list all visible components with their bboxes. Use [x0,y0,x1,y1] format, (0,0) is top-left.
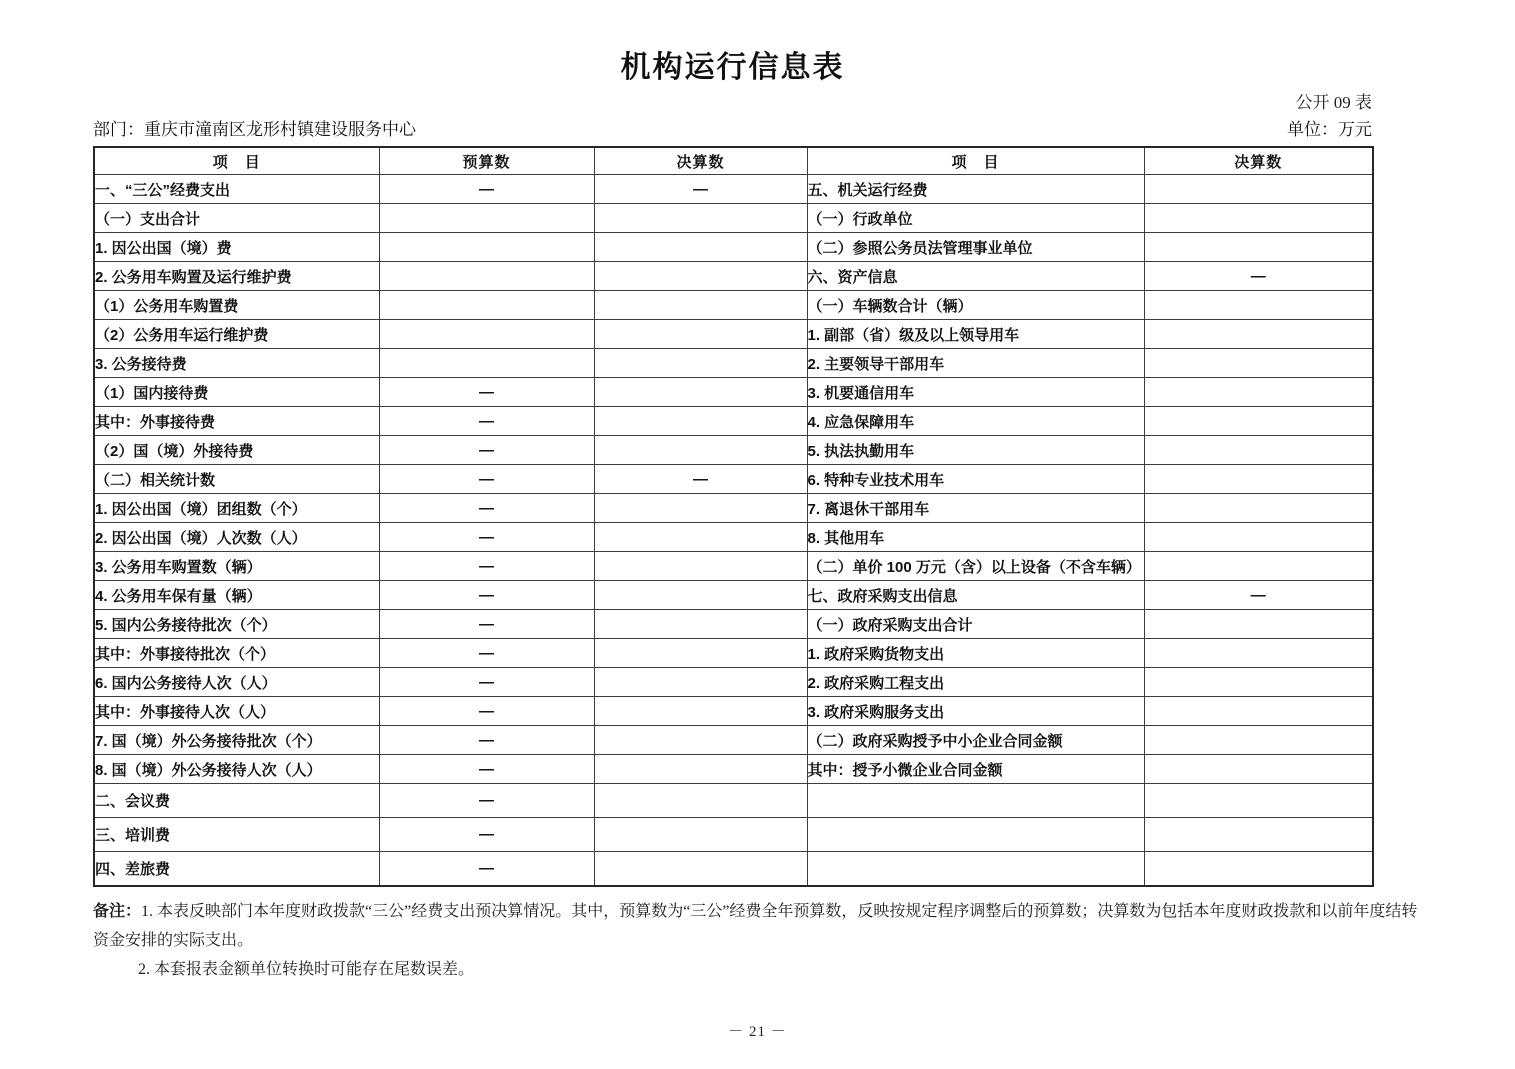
budget-value-cell: — [379,494,594,523]
budget-value-cell: — [379,523,594,552]
item-cell-right: 4. 应急保障用车 [807,407,1144,436]
table-row [94,204,1373,233]
final-value-cell-left: — [594,175,807,204]
notes-label: 备注： [93,903,142,920]
note-text-1: 1. 本表反映部门本年度财政拨款“三公”经费支出预决算情况。其中，预算数为“三公”经费全年预算数，反映按规定程序调整后的预算数；决算数为包括本年度财政拨款和以前年度结转 [141,903,1418,920]
table-row [94,784,1373,818]
item-cell-left: 1. 因公出国（境）团组数（个） [94,494,379,523]
final-value-cell-right [1144,349,1373,378]
final-value-cell-left [594,494,807,523]
item-cell-left: 一、“三公”经费支出 [94,175,379,204]
final-value-cell-left [594,639,807,668]
item-cell-right: 2. 政府采购工程支出 [807,668,1144,697]
table-row [94,697,1373,726]
budget-value-cell: — [379,818,594,852]
budget-value-cell: — [379,465,594,494]
page-title: 机构运行信息表 [620,51,845,84]
budget-value-cell: — [379,852,594,887]
item-cell-right: （一）车辆数合计（辆） [807,291,1144,320]
col-header-final-right: 决算数 [1144,147,1373,175]
budget-value-cell: — [379,610,594,639]
final-value-cell-left [594,581,807,610]
final-value-cell-left [594,784,807,818]
table-row [94,320,1373,349]
item-cell-right: 6. 特种专业技术用车 [807,465,1144,494]
item-cell-left: （1）公务用车购置费 [94,291,379,320]
note-line-1 [93,897,1418,926]
item-cell-right [807,784,1144,818]
final-value-cell-left [594,320,807,349]
table-row [94,852,1373,887]
item-cell-right: 六、资产信息 [807,262,1144,291]
final-value-cell-right [1144,668,1373,697]
budget-value-cell [379,291,594,320]
item-cell-left: 7. 国（境）外公务接待批次（个） [94,726,379,755]
budget-value-cell: — [379,552,594,581]
table-row [94,755,1373,784]
budget-value-cell [379,204,594,233]
item-cell-left: （1）国内接待费 [94,378,379,407]
final-value-cell-left [594,852,807,887]
unit-label: 单位：万元 [1287,120,1372,139]
table-row [94,233,1373,262]
final-value-cell-left [594,726,807,755]
item-cell-left: 二、会议费 [94,784,379,818]
item-cell-left: 8. 国（境）外公务接待人次（人） [94,755,379,784]
item-cell-left: （一）支出合计 [94,204,379,233]
item-cell-right [807,818,1144,852]
table-row [94,610,1373,639]
item-cell-left: 2. 因公出国（境）人次数（人） [94,523,379,552]
final-value-cell-left [594,407,807,436]
final-value-cell-right [1144,233,1373,262]
final-value-cell-left [594,668,807,697]
notes-block [93,897,1418,984]
final-value-cell-right [1144,175,1373,204]
table-row [94,436,1373,465]
table-row [94,349,1373,378]
budget-value-cell: — [379,784,594,818]
item-cell-right: 七、政府采购支出信息 [807,581,1144,610]
item-cell-left: 4. 公务用车保有量（辆） [94,581,379,610]
final-value-cell-left [594,436,807,465]
final-value-cell-left [594,552,807,581]
budget-value-cell: — [379,407,594,436]
item-cell-right: （二）政府采购授予中小企业合同金额 [807,726,1144,755]
budget-value-cell [379,262,594,291]
final-value-cell-left [594,378,807,407]
final-value-cell-right [1144,784,1373,818]
table-code: 公开 09 表 [1295,93,1372,112]
item-cell-left: （2）公务用车运行维护费 [94,320,379,349]
item-cell-left: （2）国（境）外接待费 [94,436,379,465]
final-value-cell-right [1144,852,1373,887]
table-row [94,639,1373,668]
final-value-cell-left: — [594,465,807,494]
table-body [94,175,1373,887]
table-row [94,175,1373,204]
final-value-cell-right [1144,465,1373,494]
item-cell-left: 四、差旅费 [94,852,379,887]
item-cell-right: 3. 政府采购服务支出 [807,697,1144,726]
item-cell-right [807,852,1144,887]
item-cell-right: 8. 其他用车 [807,523,1144,552]
final-value-cell-right [1144,436,1373,465]
final-value-cell-right [1144,552,1373,581]
final-value-cell-left [594,204,807,233]
final-value-cell-right [1144,755,1373,784]
budget-value-cell: — [379,726,594,755]
final-value-cell-right [1144,407,1373,436]
item-cell-right: 五、机关运行经费 [807,175,1144,204]
table-row [94,668,1373,697]
final-value-cell-right [1144,697,1373,726]
final-value-cell-right [1144,818,1373,852]
department-label: 部门：重庆市潼南区龙形村镇建设服务中心 [93,120,416,139]
table-row [94,818,1373,852]
item-cell-left: 6. 国内公务接待人次（人） [94,668,379,697]
table-row [94,552,1373,581]
item-cell-right: 1. 副部（省）级及以上领导用车 [807,320,1144,349]
final-value-cell-left [594,697,807,726]
table-row [94,465,1373,494]
table-row [94,494,1373,523]
col-header-budget: 预算数 [379,147,594,175]
item-cell-right: （一）行政单位 [807,204,1144,233]
table-row [94,378,1373,407]
item-cell-right: 3. 机要通信用车 [807,378,1144,407]
item-cell-left: 1. 因公出国（境）费 [94,233,379,262]
item-cell-left: 3. 公务接待费 [94,349,379,378]
table-row [94,407,1373,436]
budget-value-cell: — [379,697,594,726]
note-line-2: 资金安排的实际支出。 [93,932,254,949]
item-cell-left: 3. 公务用车购置数（辆） [94,552,379,581]
final-value-cell-right [1144,204,1373,233]
final-value-cell-right: — [1144,262,1373,291]
item-cell-left: 三、培训费 [94,818,379,852]
budget-value-cell: — [379,581,594,610]
item-cell-left: 2. 公务用车购置及运行维护费 [94,262,379,291]
table-row [94,581,1373,610]
final-value-cell-right [1144,291,1373,320]
final-value-cell-right [1144,726,1373,755]
final-value-cell-left [594,610,807,639]
budget-value-cell: — [379,378,594,407]
operation-info-table [93,146,1374,887]
final-value-cell-right [1144,320,1373,349]
item-cell-left: 5. 国内公务接待批次（个） [94,610,379,639]
budget-value-cell [379,320,594,349]
table-row [94,726,1373,755]
item-cell-left: （二）相关统计数 [94,465,379,494]
table-row [94,262,1373,291]
final-value-cell-left [594,233,807,262]
budget-value-cell [379,349,594,378]
budget-value-cell: — [379,755,594,784]
budget-value-cell: — [379,668,594,697]
item-cell-right: （二）参照公务员法管理事业单位 [807,233,1144,262]
item-cell-right: （二）单价 100 万元（含）以上设备（不含车辆） [807,552,1144,581]
final-value-cell-left [594,755,807,784]
document-page [93,0,1418,984]
meta-line [93,116,1372,143]
final-value-cell-right [1144,378,1373,407]
page-number: － 21 － [728,1024,787,1040]
item-cell-right: 其中：授予小微企业合同金额 [807,755,1144,784]
item-cell-left: 其中：外事接待费 [94,407,379,436]
final-value-cell-left [594,262,807,291]
col-header-item-right: 项 目 [807,147,1144,175]
item-cell-right: 1. 政府采购货物支出 [807,639,1144,668]
item-cell-left: 其中：外事接待批次（个） [94,639,379,668]
final-value-cell-left [594,523,807,552]
final-value-cell-right: — [1144,581,1373,610]
col-header-final-left: 决算数 [594,147,807,175]
table-row [94,291,1373,320]
col-header-item-left: 项 目 [94,147,379,175]
budget-value-cell: — [379,175,594,204]
final-value-cell-right [1144,639,1373,668]
item-cell-left: 其中：外事接待人次（人） [94,697,379,726]
final-value-cell-left [594,291,807,320]
table-header-row [94,147,1373,175]
final-value-cell-right [1144,494,1373,523]
item-cell-right: 7. 离退休干部用车 [807,494,1144,523]
item-cell-right: （一）政府采购支出合计 [807,610,1144,639]
table-row [94,523,1373,552]
final-value-cell-left [594,349,807,378]
budget-value-cell [379,233,594,262]
item-cell-right: 2. 主要领导干部用车 [807,349,1144,378]
final-value-cell-right [1144,523,1373,552]
final-value-cell-left [594,818,807,852]
budget-value-cell: — [379,436,594,465]
final-value-cell-right [1144,610,1373,639]
budget-value-cell: — [379,639,594,668]
item-cell-right: 5. 执法执勤用车 [807,436,1144,465]
note-line-3: 2. 本套报表金额单位转换时可能存在尾数误差。 [138,961,475,978]
